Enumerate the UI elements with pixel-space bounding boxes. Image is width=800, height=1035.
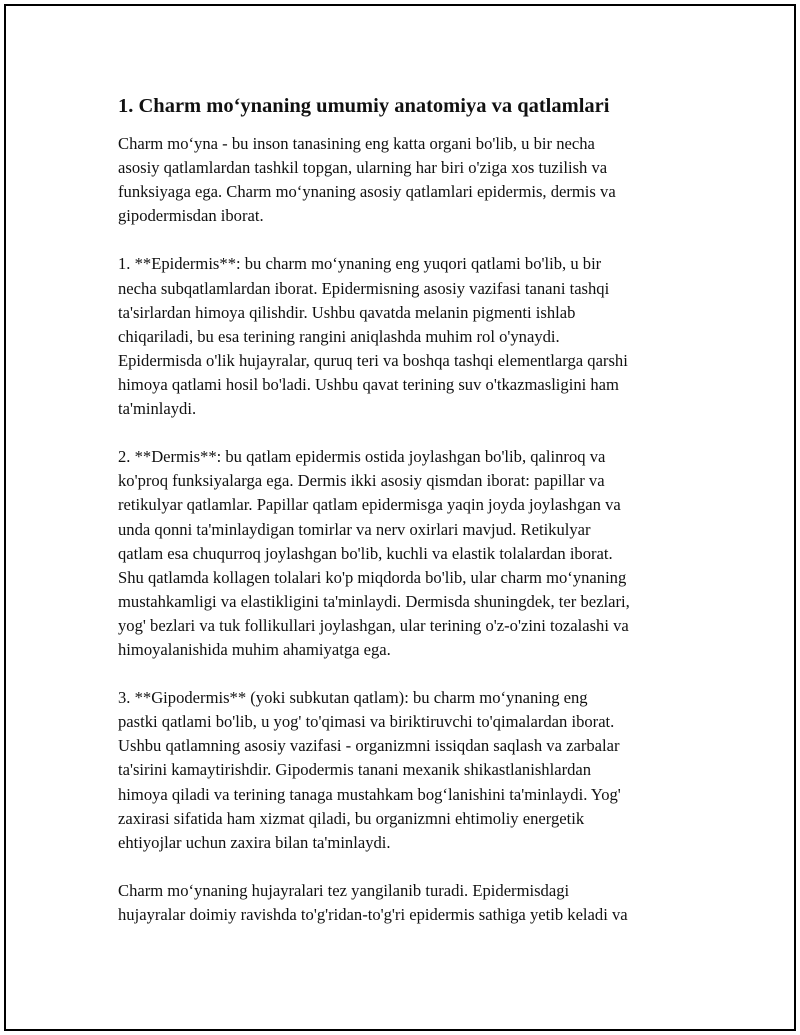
text-line: Epidermisda o'lik hujayralar, quruq teri va boshqa tashqi elementlarga qarshi (118, 350, 628, 370)
text-line: unda qonni ta'minlaydigan tomirlar va nerv oxirlari mavjud. Retikulyar (118, 519, 591, 539)
text-line: himoya qiladi va terining tanaga mustahkam bog‘lanishini ta'minlaydi. Yog' (118, 784, 621, 804)
text-line: chiqariladi, bu esa terining rangini aniqlashda muhim rol o'ynaydi. (118, 326, 560, 346)
text-line: 2. **Dermis**: bu qatlam epidermis ostida joylashgan bo'lib, qalinroq va (118, 447, 606, 467)
text-line: himoyalanishida muhim ahamiyatga ega. (118, 639, 391, 659)
text-line: ta'sirini kamaytirishdir. Gipodermis tanani mexanik shikastlanishlardan (118, 760, 592, 780)
text-line: Charm mo‘yna - bu inson tanasining eng katta organi bo'lib, u bir necha (118, 134, 595, 153)
dermis-paragraph (118, 445, 700, 662)
text-line: 1. **Epidermis**: bu charm mo‘ynaning eng yuqori qatlami bo'lib, u bir (118, 254, 602, 274)
epidermis-paragraph (118, 252, 700, 421)
text-line: gipodermisdan iborat. (118, 206, 264, 226)
closing-paragraph (118, 879, 700, 927)
text-line: Ushbu qatlamning asosiy vazifasi - organizmni issiqdan saqlash va zarbalar (118, 736, 620, 756)
intro-paragraph (118, 132, 700, 228)
text-line: asosiy qatlamlardan tashkil topgan, ularning har biri o'ziga xos tuzilish va (118, 158, 608, 178)
text-line: ta'sirlardan himoya qilishdir. Ushbu qavatda melanin pigmenti ishlab (118, 302, 576, 322)
text-line: Shu qatlamda kollagen tolalari ko'p miqdorda bo'lib, ular charm mo‘ynaning (118, 567, 627, 587)
text-line: Charm mo‘ynaning hujayralari tez yangilanib turadi. Epidermisdagi (118, 880, 570, 900)
text-line: retikulyar qatlamlar. Papillar qatlam epidermisga yaqin joyda joylashgan va (118, 495, 621, 515)
text-line: 3. **Gipodermis** (yoki subkutan qatlam): bu charm mo‘ynaning eng (118, 688, 588, 708)
text-line: necha subqatlamlardan iborat. Epidermisning asosiy vazifasi tanani tashqi (118, 278, 610, 298)
text-line: ehtiyojlar uchun zaxira bilan ta'minlaydi. (118, 832, 391, 852)
document-body (118, 92, 700, 951)
text-line: qatlam esa chuqurroq joylashgan bo'lib, kuchli va elastik tolalardan iborat. (118, 543, 613, 563)
text-line: himoya qatlami hosil bo'ladi. Ushbu qavat terining suv o'tkazmasligini ham (118, 374, 619, 394)
text-line: zaxirasi sifatida ham xizmat qiladi, bu organizmni ehtimoliy energetik (118, 808, 585, 828)
text-line: hujayralar doimiy ravishda to'g'ridan-to'g'ri epidermis sathiga yetib keladi va (118, 905, 628, 924)
text-line: ko'proq funksiyalarga ega. Dermis ikki asosiy qismdan iborat: papillar va (118, 471, 605, 491)
text-line: ta'minlaydi. (118, 399, 197, 419)
gipodermis-paragraph (118, 686, 700, 855)
section-heading: 1. Charm mo‘ynaning umumiy anatomiya va qatlamlari (118, 95, 610, 117)
text-line: mustahkamligi va elastikligini ta'minlaydi. Dermisda shuningdek, ter bezlari, (118, 591, 630, 611)
text-line: pastki qatlami bo'lib, u yog' to'qimasi va biriktiruvchi to'qimalardan iborat. (118, 712, 615, 732)
text-line: funksiyaga ega. Charm mo‘ynaning asosiy qatlamlari epidermis, dermis va (118, 182, 616, 202)
text-line: yog' bezlari va tuk follikullari joylashgan, ular terining o'z-o'zini tozalashi va (118, 615, 629, 635)
